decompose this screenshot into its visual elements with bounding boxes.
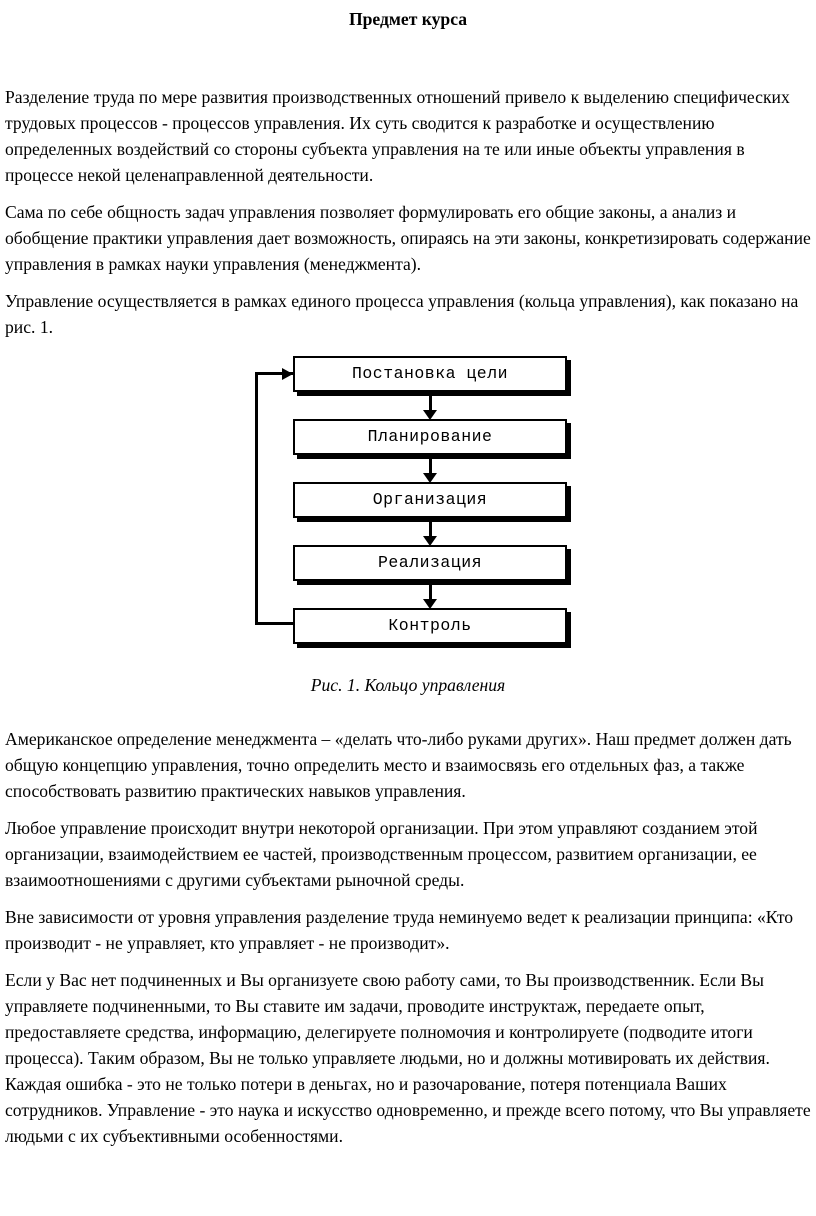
flow-box-goal-setting: Постановка цели [293, 356, 567, 392]
paragraph: Сама по себе общность задач управления позволяет формулировать его общие законы, а анализ и обобщение практики управления дает возможность, опираясь на эти законы, конкретизировать содержание управления в рамках науки управления (менеджмента). [5, 202, 811, 274]
arrow-line [429, 453, 432, 473]
paragraph: Американское определение менеджмента – «делать что-либо руками других». Наш предмет должен дать общую концепцию управления, точно определить место и взаимосвязь его отдельных фаз, а также способствовать развитию практических навыков управления. [5, 729, 792, 801]
arrow-down-icon [293, 581, 567, 608]
paragraph: Управление осуществляется в рамках единого процесса управления (кольца управления), как показано на рис. 1. [5, 291, 799, 337]
flow-box-organization: Организация [293, 482, 567, 518]
arrow-line [429, 516, 432, 536]
paragraph: Разделение труда по мере развития производственных отношений привело к выделению специфических трудовых процессов - процессов управления. Их суть сводится к разработке и осуществлению определенных воздействий со стороны субъекта управления на те или иные объекты управления в процессе некой целенаправленной деятельности. [5, 87, 790, 185]
arrow-line [429, 390, 432, 410]
paragraph: Вне зависимости от уровня управления разделение труда неминуемо ведет к реализации принципа: «Кто производит - не управляет, кто управляет - не производит». [5, 907, 794, 953]
arrow-down-icon [293, 455, 567, 482]
flow-box-planning: Планирование [293, 419, 567, 455]
paragraph: Если у Вас нет подчиненных и Вы организуете свою работу сами, то Вы производственник. Если Вы управляете подчиненными, то Вы ставите им задачи, проводите инструктаж, передаете опыт, предоставляете средства, информацию, делегируете полномочия и контролируете (подводите итоги процесса). Таким образом, Вы не только управляете людьми, но и должны мотивировать их действия. Каждая ошибка - это не только потери в деньгах, но и разочарование, потеря потенциала Ваших сотрудников. Управление - это наука и искусство одновременно, и прежде всего потому, что Вы управляете людьми с их субъективными особенностями. [5, 970, 811, 1146]
figure-caption: Рис. 1. Кольцо управления [310, 675, 506, 695]
feedback-loop-line [255, 372, 293, 625]
flow-box-realization: Реализация [293, 545, 567, 581]
arrow-line [429, 579, 432, 599]
arrow-down-icon [293, 518, 567, 545]
flow-box-control: Контроль [293, 608, 567, 644]
flowchart [293, 356, 567, 648]
page-title: Предмет курса [348, 9, 468, 29]
paragraph: Любое управление происходит внутри некоторой организации. При этом управляют созданием этой организации, взаимодействием ее частей, производственным процессом, развитием организации, ее взаимоотношениями с другими субъектами рыночной среды. [5, 818, 758, 890]
management-ring-figure [5, 356, 811, 698]
arrow-down-icon [293, 392, 567, 419]
feedback-arrow-icon [282, 368, 293, 380]
